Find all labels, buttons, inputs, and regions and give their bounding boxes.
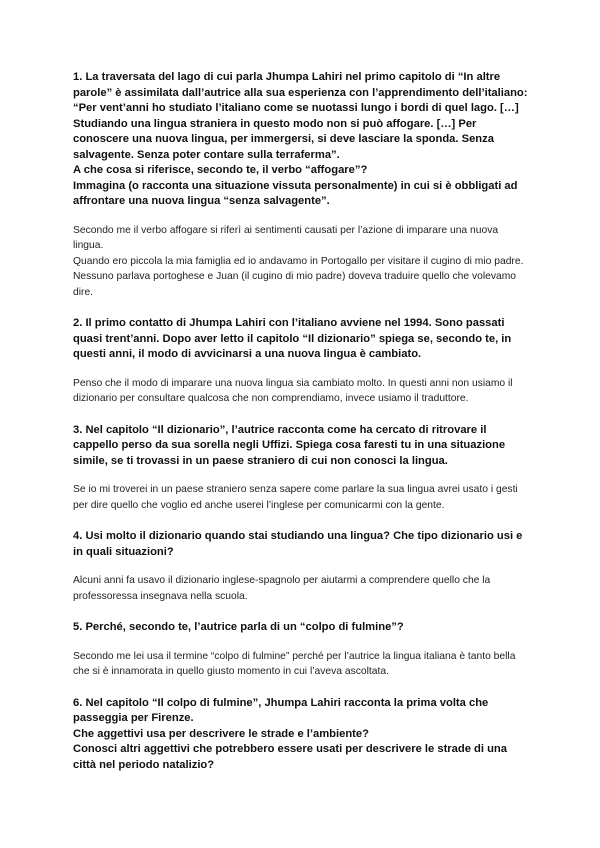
answer-3 (73, 482, 530, 513)
question-4 (73, 529, 530, 560)
question-2 (73, 316, 530, 363)
question-text: 3. Nel capitolo “Il dizionario”, l’autrice racconta come ha cercato di ritrovare il cappello perso da sua sorella negli Uffizi. Spiega cosa faresti tu in una situazione simile, se ti trovassi in un paese straniero di cui non conosci la lingua. (73, 423, 506, 467)
question-1 (73, 70, 530, 210)
question-text: Immagina (o racconta una situazione vissuta personalmente) in cui si è obbligati ad affrontare una nuova lingua “senza salvagente”. (73, 179, 518, 207)
question-text: 6. Nel capitolo “Il colpo di fulmine”, Jhumpa Lahiri racconta la prima volta che passeggia per Firenze. (73, 696, 489, 724)
answer-2 (73, 376, 530, 407)
section-2 (73, 316, 530, 407)
section-5 (73, 620, 530, 680)
question-text: 1. La traversata del lago di cui parla Jhumpa Lahiri nel primo capitolo di “In altre parole” è assimilata dall’autrice alla sua esperienza con l’apprendimento dell’italiano: “Per vent’anni ho studiato l’italiano come se nuotassi lungo i bordi di quel lago. […] Studiando una lingua straniera in questo modo non si può affogare. […] Per conoscere una nuova lingua, per immergersi, si deve lasciare la sponda. Senza salvagente. Senza poter contare sulla terraferma”. (73, 71, 528, 161)
question-3 (73, 423, 530, 470)
question-text: 4. Usi molto il dizionario quando stai studiando una lingua? Che tipo dizionario usi e in quali situazioni? (73, 530, 523, 558)
question-text: 2. Il primo contatto di Jhumpa Lahiri con l’italiano avviene nel 1994. Sono passati quasi trent’anni. Dopo aver letto il capitolo “Il dizionario” spiega se, secondo te, in questi anni, il modo di avvicinarsi a una nuova lingua è cambiato. (73, 317, 512, 360)
answer-5 (73, 649, 530, 680)
section-6 (73, 696, 530, 774)
answer-text: Alcuni anni fa usavo il dizionario inglese-spagnolo per aiutarmi a comprendere quello che la professoressa insegnava nella scuola. (73, 575, 491, 602)
question-text: 5. Perché, secondo te, l’autrice parla di un “colpo di fulmine”? (73, 621, 404, 633)
answer-text: Secondo me lei usa il termine “colpo di fulmine” perché per l’autrice la lingua italiana è tanto bella che si è innamorata in quello giusto momento in cui l’aveva ascoltata. (73, 650, 516, 677)
section-3 (73, 423, 530, 514)
answer-text: Penso che il modo di imparare una nuova lingua sia cambiato molto. In questi anni non usiamo il dizionario per consultare qualcosa che non comprendiamo, invece usiamo il traduttore. (73, 377, 513, 404)
question-5 (73, 620, 530, 636)
question-text: A che cosa si riferisce, secondo te, il verbo “affogare”? (73, 164, 368, 176)
section-4 (73, 529, 530, 604)
answer-4 (73, 573, 530, 604)
answer-text: Quando ero piccola la mia famiglia ed io andavamo in Portogallo per visitare il cugino di mio padre. Nessuno parlava portoghese e Juan (il cugino di mio padre) doveva traduire quello che volevamo dire. (73, 255, 524, 298)
answer-text: Secondo me il verbo affogare si riferì ai sentimenti causati per l’azione di imparare una nuova lingua. (73, 224, 499, 251)
question-text: Che aggettivi usa per descrivere le strade e l’ambiente? (73, 727, 369, 740)
question-6 (73, 696, 530, 774)
question-text: Conosci altri aggettivi che potrebbero essere usati per descrivere le strade di una città nel periodo natalizio? (73, 743, 507, 771)
section-1 (73, 70, 530, 300)
answer-text: Se io mi troverei in un paese straniero senza sapere come parlare la sua lingua avrei usato i gesti per dire quello che voglio ed anche userei l’inglese per comunicarmi con la gente. (73, 484, 518, 511)
answer-1 (73, 223, 530, 301)
